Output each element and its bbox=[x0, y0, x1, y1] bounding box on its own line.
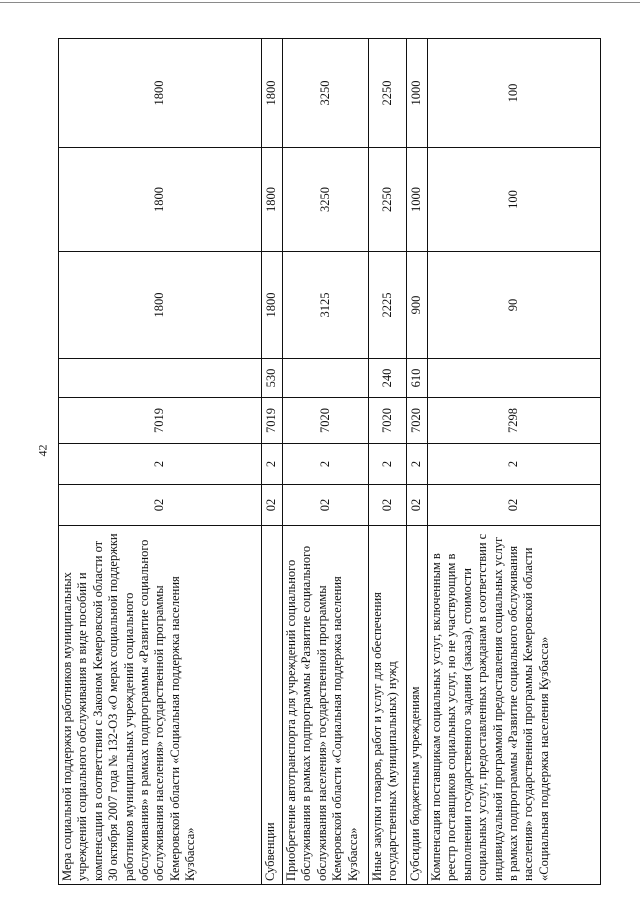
amount-year-3: 1800 bbox=[262, 39, 283, 148]
subprogram-code: 2 bbox=[283, 444, 369, 485]
amount-year-1: 1800 bbox=[59, 252, 262, 359]
amount-year-1: 2225 bbox=[369, 252, 407, 359]
amount-year-2: 3250 bbox=[283, 148, 369, 252]
target-code: 7019 bbox=[59, 398, 262, 444]
subprogram-code: 2 bbox=[369, 444, 407, 485]
amount-year-2: 1000 bbox=[407, 148, 428, 252]
expense-type-code: 610 bbox=[407, 359, 428, 398]
expense-type-code bbox=[59, 359, 262, 398]
table-row bbox=[407, 39, 428, 885]
amount-year-3: 2250 bbox=[369, 39, 407, 148]
subprogram-code: 2 bbox=[59, 444, 262, 485]
target-code: 7020 bbox=[283, 398, 369, 444]
row-description: Субсидии бюджетным учреждениям bbox=[407, 526, 428, 885]
subprogram-code: 2 bbox=[428, 444, 601, 485]
target-code: 7020 bbox=[369, 398, 407, 444]
amount-year-1: 900 bbox=[407, 252, 428, 359]
target-code: 7298 bbox=[428, 398, 601, 444]
amount-year-2: 1800 bbox=[59, 148, 262, 252]
table-row bbox=[428, 39, 601, 885]
table-row bbox=[262, 39, 283, 885]
table-row bbox=[283, 39, 369, 885]
amount-year-3: 100 bbox=[428, 39, 601, 148]
row-description: Компенсация поставщикам социальных услуг, включенным в реестр поставщиков социальных услуг, но не участвующим в выполнении государственного задания (заказа), стоимости социальных услуг, предоставленных гражданам в соответствии с индивидуальной программой предоставления социальных услуг в рамках подпрограммы «Развитие социального обслуживания населения» государственной программы Кемеровской области «Социальная поддержка населения Кузбасса» bbox=[428, 526, 601, 885]
top-border-line bbox=[0, 2, 640, 3]
section-code: 02 bbox=[262, 485, 283, 526]
amount-year-2: 100 bbox=[428, 148, 601, 252]
section-code: 02 bbox=[369, 485, 407, 526]
page-number: 42 bbox=[35, 444, 50, 457]
section-code: 02 bbox=[283, 485, 369, 526]
section-code: 02 bbox=[428, 485, 601, 526]
amount-year-1: 90 bbox=[428, 252, 601, 359]
row-description: Субвенции bbox=[262, 526, 283, 885]
amount-year-3: 3250 bbox=[283, 39, 369, 148]
amount-year-2: 1800 bbox=[262, 148, 283, 252]
row-description: Приобретение автотранспорта для учреждений социального обслуживания в рамках подпрограммы «Развитие социального обслуживания населения» государственной программы Кемеровской области «Социальная поддержка населения Кузбасса» bbox=[283, 526, 369, 885]
amount-year-3: 1000 bbox=[407, 39, 428, 148]
expense-type-code bbox=[283, 359, 369, 398]
expense-type-code: 530 bbox=[262, 359, 283, 398]
target-code: 7020 bbox=[407, 398, 428, 444]
table-row bbox=[369, 39, 407, 885]
section-code: 02 bbox=[407, 485, 428, 526]
budget-table bbox=[58, 38, 601, 885]
amount-year-1: 3125 bbox=[283, 252, 369, 359]
expense-type-code: 240 bbox=[369, 359, 407, 398]
section-code: 02 bbox=[59, 485, 262, 526]
row-description: Мера социальной поддержки работников муниципальных учреждений социального обслуживания в виде пособий и компенсации в соответствии с Законом Кемеровской области от 30 октября 2007 года № 132-ОЗ «О мерах социальной поддержки работников муниципальных учреждений социального обслуживания» в рамках подпрограммы «Развитие социального обслуживания населения» государственной программы Кемеровской области «Социальная поддержка населения Кузбасса» bbox=[59, 526, 262, 885]
target-code: 7019 bbox=[262, 398, 283, 444]
amount-year-2: 2250 bbox=[369, 148, 407, 252]
row-description: Иные закупки товаров, работ и услуг для обеспечения государственных (муниципальных) нужд bbox=[369, 526, 407, 885]
amount-year-1: 1800 bbox=[262, 252, 283, 359]
amount-year-3: 1800 bbox=[59, 39, 262, 148]
expense-type-code bbox=[428, 359, 601, 398]
budget-table-rotated bbox=[58, 39, 600, 885]
subprogram-code: 2 bbox=[407, 444, 428, 485]
table-row bbox=[59, 39, 262, 885]
subprogram-code: 2 bbox=[262, 444, 283, 485]
